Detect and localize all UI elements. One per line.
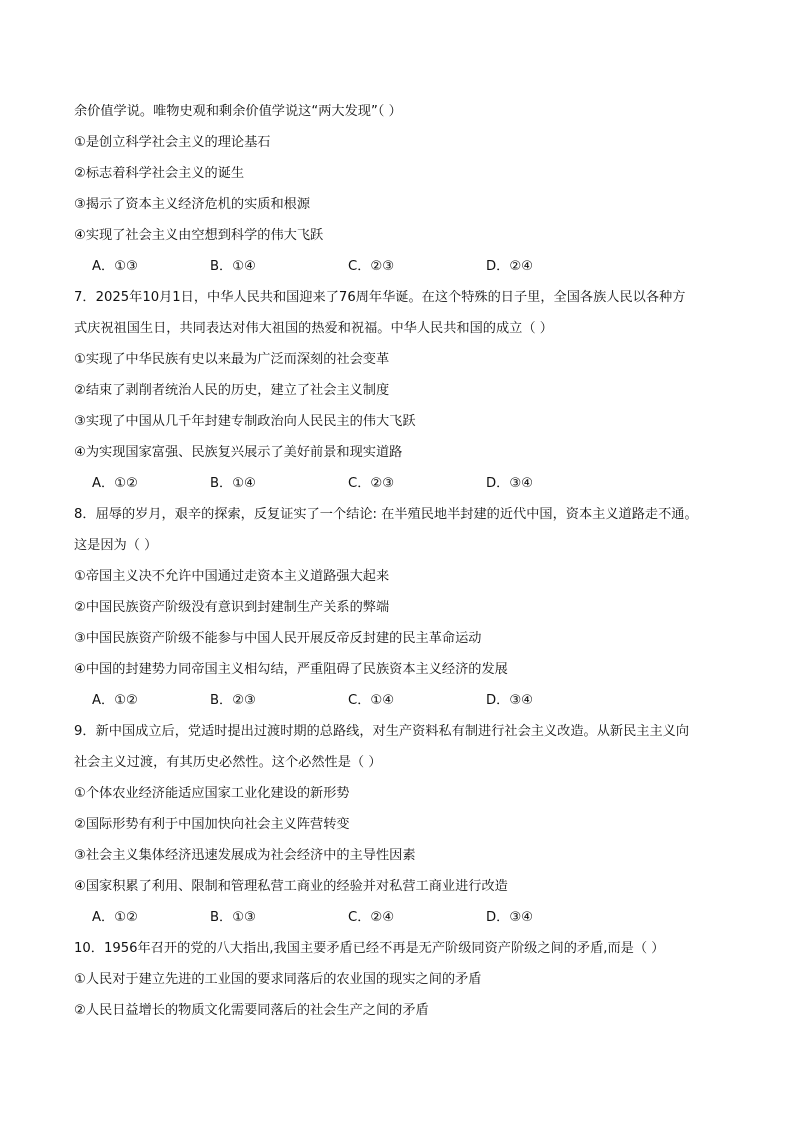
q7-option-1: ①实现了中华民族有史以来最为广泛而深刻的社会变革 bbox=[74, 352, 390, 367]
q8-choice-c[interactable]: C．①④ bbox=[348, 693, 395, 708]
q7-option-2: ②结束了剥削者统治人民的历史，建立了社会主义制度 bbox=[74, 383, 390, 398]
q6-choice-b[interactable]: B．①④ bbox=[210, 259, 256, 274]
q10-option-2: ②人民日益增长的物质文化需要同落后的社会生产之间的矛盾 bbox=[74, 1003, 429, 1018]
q9-option-1: ①个体农业经济能适应国家工业化建设的新形势 bbox=[74, 786, 350, 801]
q6-stem-tail: 余价值学说。唯物史观和剩余价值学说这“两大发现”（ ） bbox=[74, 104, 402, 119]
q8-choice-a[interactable]: A．①② bbox=[92, 693, 138, 708]
q7-stem-line-1: 7．2025年10月1日，中华人民共和国迎来了76周年华诞。在这个特殊的日子里，全国各族人民以各种方 bbox=[74, 290, 686, 305]
q8-choice-d[interactable]: D．③④ bbox=[486, 693, 533, 708]
q7-choice-c[interactable]: C．②③ bbox=[348, 476, 395, 491]
q8-option-4: ④中国的封建势力同帝国主义相勾结，严重阻碍了民族资本主义经济的发展 bbox=[74, 662, 508, 677]
q6-option-4: ④实现了社会主义由空想到科学的伟大飞跃 bbox=[74, 228, 324, 243]
q6-choice-d[interactable]: D．②④ bbox=[486, 259, 533, 274]
q8-stem-line-2: 这是因为（ ） bbox=[74, 538, 158, 553]
q7-option-3: ③实现了中国从几千年封建专制政治向人民民主的伟大飞跃 bbox=[74, 414, 416, 429]
q6-option-1: ①是创立科学社会主义的理论基石 bbox=[74, 135, 271, 150]
q9-stem-line-2: 社会主义过渡，有其历史必然性。这个必然性是（ ） bbox=[74, 755, 382, 770]
q6-choice-c[interactable]: C．②③ bbox=[348, 259, 395, 274]
q7-stem-line-2: 式庆祝祖国生日，共同表达对伟大祖国的热爱和祝福。中华人民共和国的成立（ ） bbox=[74, 321, 553, 336]
q8-option-3: ③中国民族资产阶级不能参与中国人民开展反帝反封建的民主革命运动 bbox=[74, 631, 482, 646]
q8-option-1: ①帝国主义决不允许中国通过走资本主义道路强大起来 bbox=[74, 569, 390, 584]
q6-choice-a[interactable]: A．①③ bbox=[92, 259, 138, 274]
q8-stem-line-1: 8．屈辱的岁月，艰辛的探索，反复证实了一个结论: 在半殖民地半封建的近代中国，资本主义道路走不通。 bbox=[74, 507, 698, 522]
q8-option-2: ②中国民族资产阶级没有意识到封建制生产关系的弊端 bbox=[74, 600, 390, 615]
q9-choice-d[interactable]: D．③④ bbox=[486, 910, 533, 925]
q6-option-3: ③揭示了资本主义经济危机的实质和根源 bbox=[74, 197, 311, 212]
q9-option-3: ③社会主义集体经济迅速发展成为社会经济中的主导性因素 bbox=[74, 848, 416, 863]
q9-choice-a[interactable]: A．①② bbox=[92, 910, 138, 925]
q9-option-4: ④国家积累了利用、限制和管理私营工商业的经验并对私营工商业进行改造 bbox=[74, 879, 508, 894]
q9-stem-line-1: 9．新中国成立后，党适时提出过渡时期的总路线，对生产资料私有制进行社会主义改造。从新民主主义向 bbox=[74, 724, 690, 739]
q7-choice-a[interactable]: A．①② bbox=[92, 476, 138, 491]
q8-choice-b[interactable]: B．②③ bbox=[210, 693, 256, 708]
q9-option-2: ②国际形势有利于中国加快向社会主义阵营转变 bbox=[74, 817, 350, 832]
q7-option-4: ④为实现国家富强、民族复兴展示了美好前景和现实道路 bbox=[74, 445, 403, 460]
q9-choice-c[interactable]: C．②④ bbox=[348, 910, 395, 925]
q7-choice-b[interactable]: B．①④ bbox=[210, 476, 256, 491]
q10-stem-line-1: 10．1956年召开的党的八大指出,我国主要矛盾已经不再是无产阶级同资产阶级之间的矛盾,而是（ ） bbox=[74, 941, 665, 956]
q9-choice-b[interactable]: B．①③ bbox=[210, 910, 256, 925]
q6-option-2: ②标志着科学社会主义的诞生 bbox=[74, 166, 245, 181]
q10-option-1: ①人民对于建立先进的工业国的要求同落后的农业国的现实之间的矛盾 bbox=[74, 972, 482, 987]
q7-choice-d[interactable]: D．③④ bbox=[486, 476, 533, 491]
